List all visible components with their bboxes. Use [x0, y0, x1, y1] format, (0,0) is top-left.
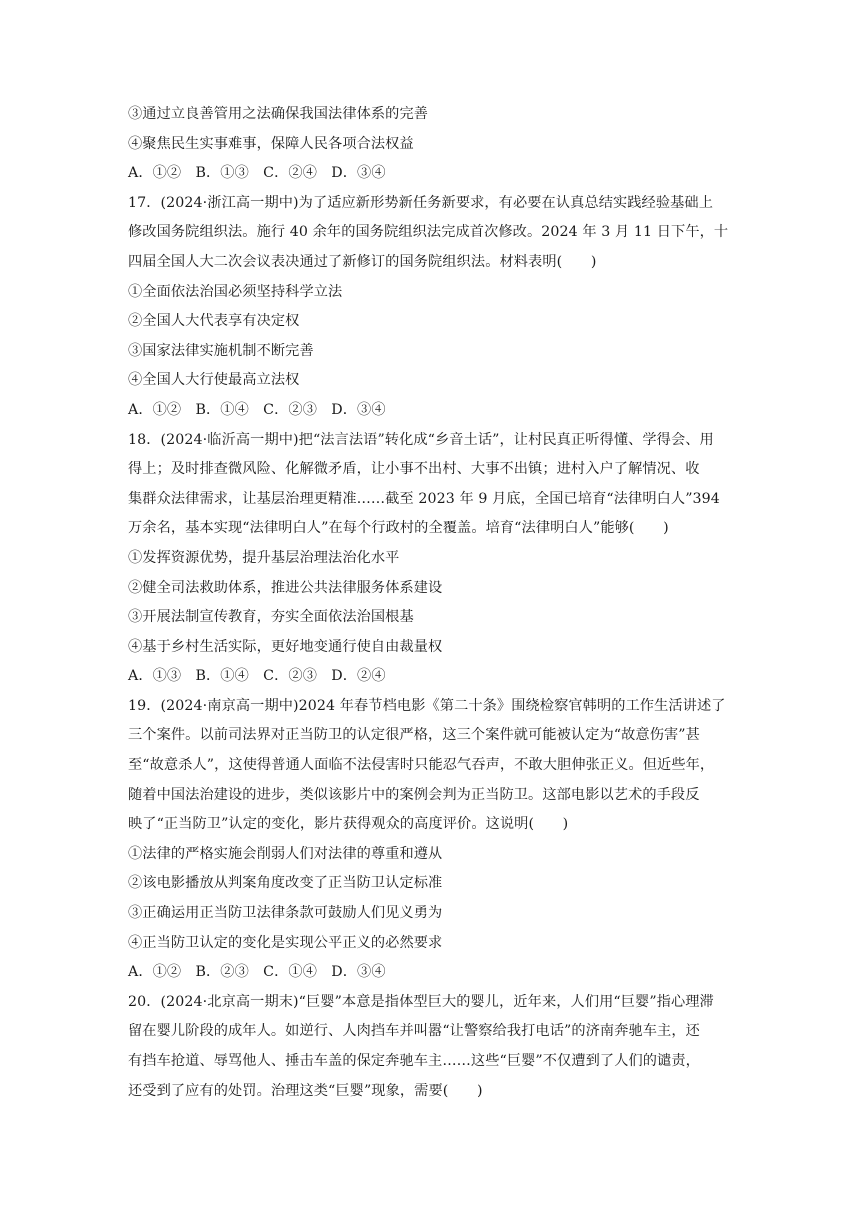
q18-stem-line-4: 万余名，基本实现“法律明白人”在每个行政村的全覆盖。培育“法律明白人”能够( ): [128, 520, 669, 537]
q19-item-3: ③正确运用正当防卫法律条款可鼓励人们见义勇为: [128, 905, 443, 922]
q17-item-2: ②全国人大代表享有决定权: [128, 313, 300, 330]
document-page: [128, 100, 740, 1106]
q18-stem-line-3: 集群众法律需求，让基层治理更精准……截至 2023 年 9 月底，全国已培育“法律明白人”394: [128, 490, 720, 507]
q17-item-3: ③国家法律实施机制不断完善: [128, 342, 314, 359]
q17-options: A．①② B．①④ C．②③ D．③④: [128, 401, 386, 418]
q19-stem-line-4: 随着中国法治建设的进步，类似该影片中的案例会判为正当防卫。这部电影以艺术的手段反: [128, 786, 700, 803]
q17-stem-line-1: 17．(2024·浙江高一期中)为了适应新形势新任务新要求，有必要在认真总结实践经验基础上: [128, 194, 713, 211]
q19-stem-line-1: 19．(2024·南京高一期中)2024 年春节档电影《第二十条》围绕检察官韩明的工作生活讲述了: [128, 697, 726, 714]
q20-stem-line-3: 有挡车抢道、辱骂他人、捶击车盖的保定奔驰车主……这些“巨婴”不仅遭到了人们的谴责，: [128, 1053, 700, 1069]
q18-item-2: ②健全司法救助体系，推进公共法律服务体系建设: [128, 579, 443, 596]
q19-item-4: ④正当防卫认定的变化是实现公平正义的必然要求: [128, 934, 443, 951]
q20-stem-line-2: 留在婴儿阶段的成年人。如逆行、人肉挡车并叫嚣“让警察给我打电话”的济南奔驰车主，还: [128, 1023, 700, 1040]
q19-item-1: ①法律的严格实施会削弱人们对法律的尊重和遵从: [128, 845, 443, 862]
q19-stem-line-2: 三个案件。以前司法界对正当防卫的认定很严格，这三个案件就可能被认定为“故意伤害”甚: [128, 727, 700, 744]
q17-item-4: ④全国人大行使最高立法权: [128, 372, 300, 389]
q20-stem-line-1: 20．(2024·北京高一期末)“巨婴”本意是指体型巨大的婴儿，近年来，人们用“巨婴”指心理滞: [128, 993, 714, 1010]
q19-item-2: ②该电影播放从判案角度改变了正当防卫认定标准: [128, 875, 443, 892]
q20-stem-line-4: 还受到了应有的处罚。治理这类“巨婴”现象，需要( ): [128, 1082, 483, 1099]
q19-stem-line-3: 至“故意杀人”，这使得普通人面临不法侵害时只能忍气吞声，不敢大胆伸张正义。但近些年，: [128, 757, 715, 774]
q17-stem-line-3: 四届全国人大二次会议表决通过了新修订的国务院组织法。材料表明( ): [128, 253, 597, 270]
q18-stem-line-1: 18．(2024·临沂高一期中)把“法言法语”转化成“乡音土话”，让村民真正听得懂、学得会、用: [128, 431, 714, 448]
q18-item-4: ④基于乡村生活实际，更好地变通行使自由裁量权: [128, 638, 443, 655]
q16-options: A．①② B．①③ C．②④ D．③④: [128, 165, 386, 182]
q19-stem-line-5: 映了“正当防卫”认定的变化，影片获得观众的高度评价。这说明( ): [128, 816, 569, 833]
q18-item-3: ③开展法制宣传教育，夯实全面依法治国根基: [128, 609, 414, 626]
q18-options: A．①③ B．①④ C．②③ D．②④: [128, 668, 386, 685]
q16-item-3: ③通过立良善管用之法确保我国法律体系的完善: [128, 106, 429, 122]
q17-item-1: ①全面依法治国必须坚持科学立法: [128, 283, 343, 300]
q17-stem-line-2: 修改国务院组织法。施行 40 余年的国务院组织法完成首次修改。2024 年 3 月 11 日下午，十: [128, 224, 729, 241]
q19-options: A．①② B．②③ C．①④ D．③④: [128, 964, 386, 981]
q18-item-1: ①发挥资源优势，提升基层治理法治化水平: [128, 549, 400, 566]
q16-item-4: ④聚焦民生实事难事，保障人民各项合法权益: [128, 135, 414, 152]
q18-stem-line-2: 得上；及时排查微风险、化解微矛盾，让小事不出村、大事不出镇；进村入户了解情况、收: [128, 461, 700, 478]
